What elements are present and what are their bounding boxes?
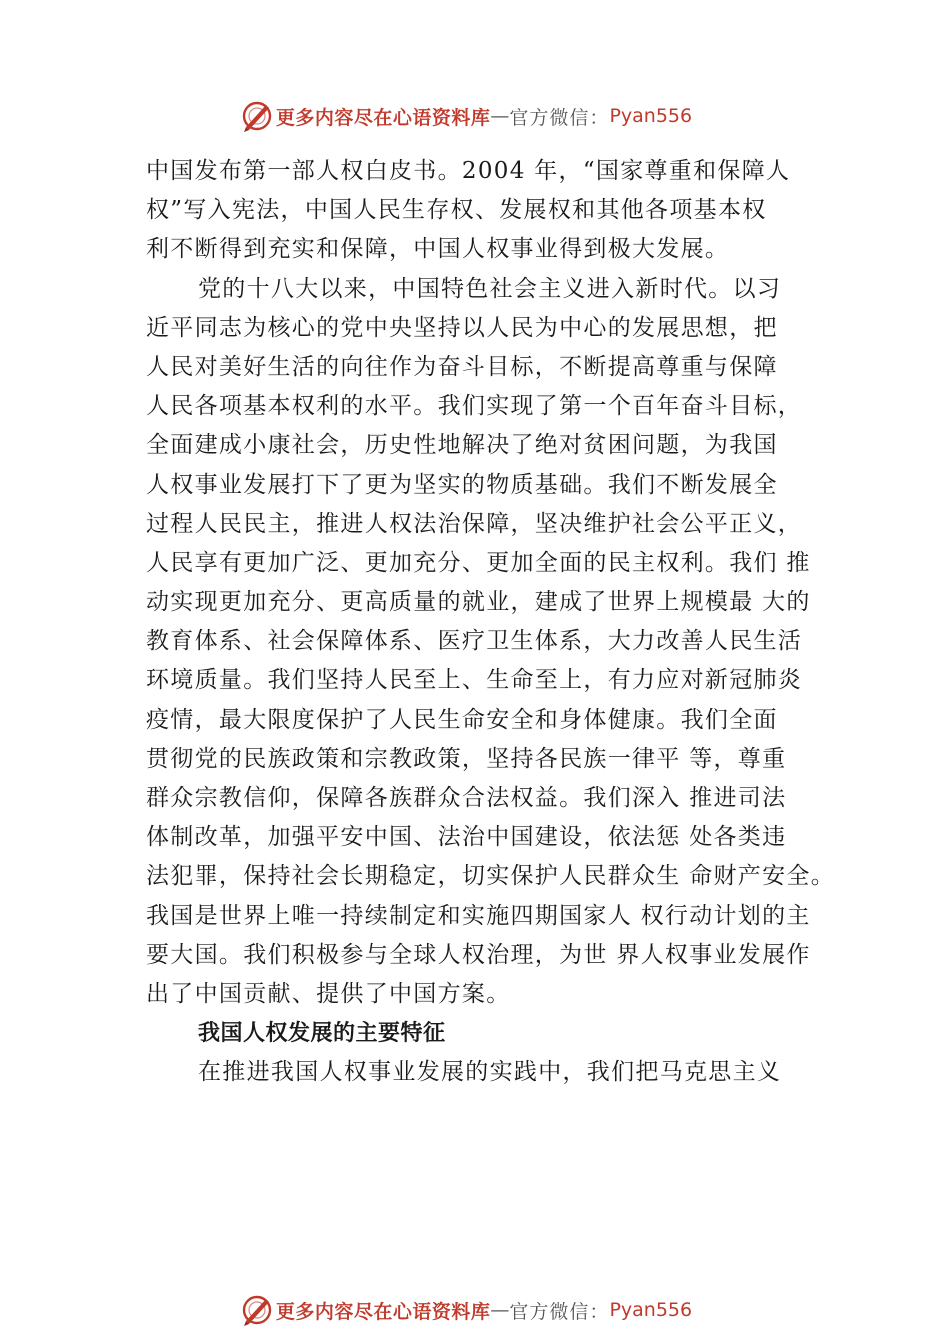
text-line: 动实现更加充分、更高质量的就业，建成了世界上规模最 大的 [146, 589, 811, 616]
footer-banner [0, 1290, 950, 1330]
text-line: 环境质量。我们坚持人民至上、生命至上，有力应对新冠肺炎 [146, 667, 803, 694]
text-line: 我国是世界上唯一持续制定和实施四期国家人 权行动计划的主 [146, 902, 811, 929]
text-line: 群众宗教信仰，保障各族群众合法权益。我们深入 推进司法 [146, 785, 787, 811]
text-line: 法犯罪，保持社会长期稳定，切实保护人民群众生 命财产安全。 [146, 863, 836, 890]
banner-main-text: 更多内容尽在心语资料库 [275, 1300, 491, 1323]
text-line: 人民各项基本权利的水平。我们实现了第一个百年奋斗目标， [146, 393, 803, 420]
header-banner [0, 96, 950, 136]
text-line: 权”写入宪法，中国人民生存权、发展权和其他各项基本权 [146, 197, 767, 224]
paragraph-start-line: 在推进我国人权事业发展的实践中，我们把马克思主义 [198, 1059, 782, 1086]
text-line: 过程人民民主，推进人权法治保障，坚决维护社会公平正义， [146, 510, 803, 537]
banner-content [240, 99, 692, 133]
text-line: 中国发布第一部人权白皮书。2004 年，“国家尊重和保障人 [146, 158, 791, 184]
banner-dash: — [490, 105, 510, 127]
banner-content [240, 1293, 692, 1327]
pen-circle-logo-icon [240, 99, 274, 133]
text-line: 利不断得到充实和保障，中国人权事业得到极大发展。 [146, 236, 730, 263]
banner-wechat-id: Pyan556 [609, 1299, 693, 1321]
document-body [146, 152, 846, 1093]
text-line: 贯彻党的民族政策和宗教政策，坚持各民族一律平 等，尊重 [146, 745, 787, 772]
text-line: 体制改革，加强平安中国、法治中国建设，依法惩 处各类违 [146, 824, 787, 851]
text-line: 教育体系、社会保障体系、医疗卫生体系，大力改善人民生活 [146, 628, 803, 655]
banner-wechat-id: Pyan556 [609, 105, 693, 127]
text-line: 近平同志为核心的党中央坚持以人民为中心的发展思想，把 [146, 314, 778, 341]
text-line: 全面建成小康社会，历史性地解决了绝对贫困问题，为我国 [146, 432, 778, 459]
banner-wechat-label: 官方微信： [509, 106, 610, 129]
banner-main-text: 更多内容尽在心语资料库 [275, 106, 491, 129]
text-line: 人民对美好生活的向往作为奋斗目标，不断提高尊重与保障 [146, 353, 778, 380]
section-heading: 我国人权发展的主要特征 [198, 1021, 446, 1047]
text-line: 疫情，最大限度保护了人民生命安全和身体健康。我们全面 [146, 706, 778, 733]
text-line: 出了中国贡献、提供了中国方案。 [146, 980, 511, 1007]
banner-wechat-label: 官方微信： [509, 1300, 610, 1323]
text-line: 人权事业发展打下了更为坚实的物质基础。我们不断发展全 [146, 471, 778, 498]
text-line: 人民享有更加广泛、更加充分、更加全面的民主权利。我们 推 [146, 549, 811, 576]
text-line: 要大国。我们积极参与全球人权治理，为世 界人权事业发展作 [146, 941, 811, 968]
pen-circle-logo-icon [240, 1293, 274, 1327]
banner-dash: — [490, 1299, 510, 1321]
paragraph-start-line: 党的十八大以来，中国特色社会主义进入新时代。以习 [198, 275, 782, 302]
